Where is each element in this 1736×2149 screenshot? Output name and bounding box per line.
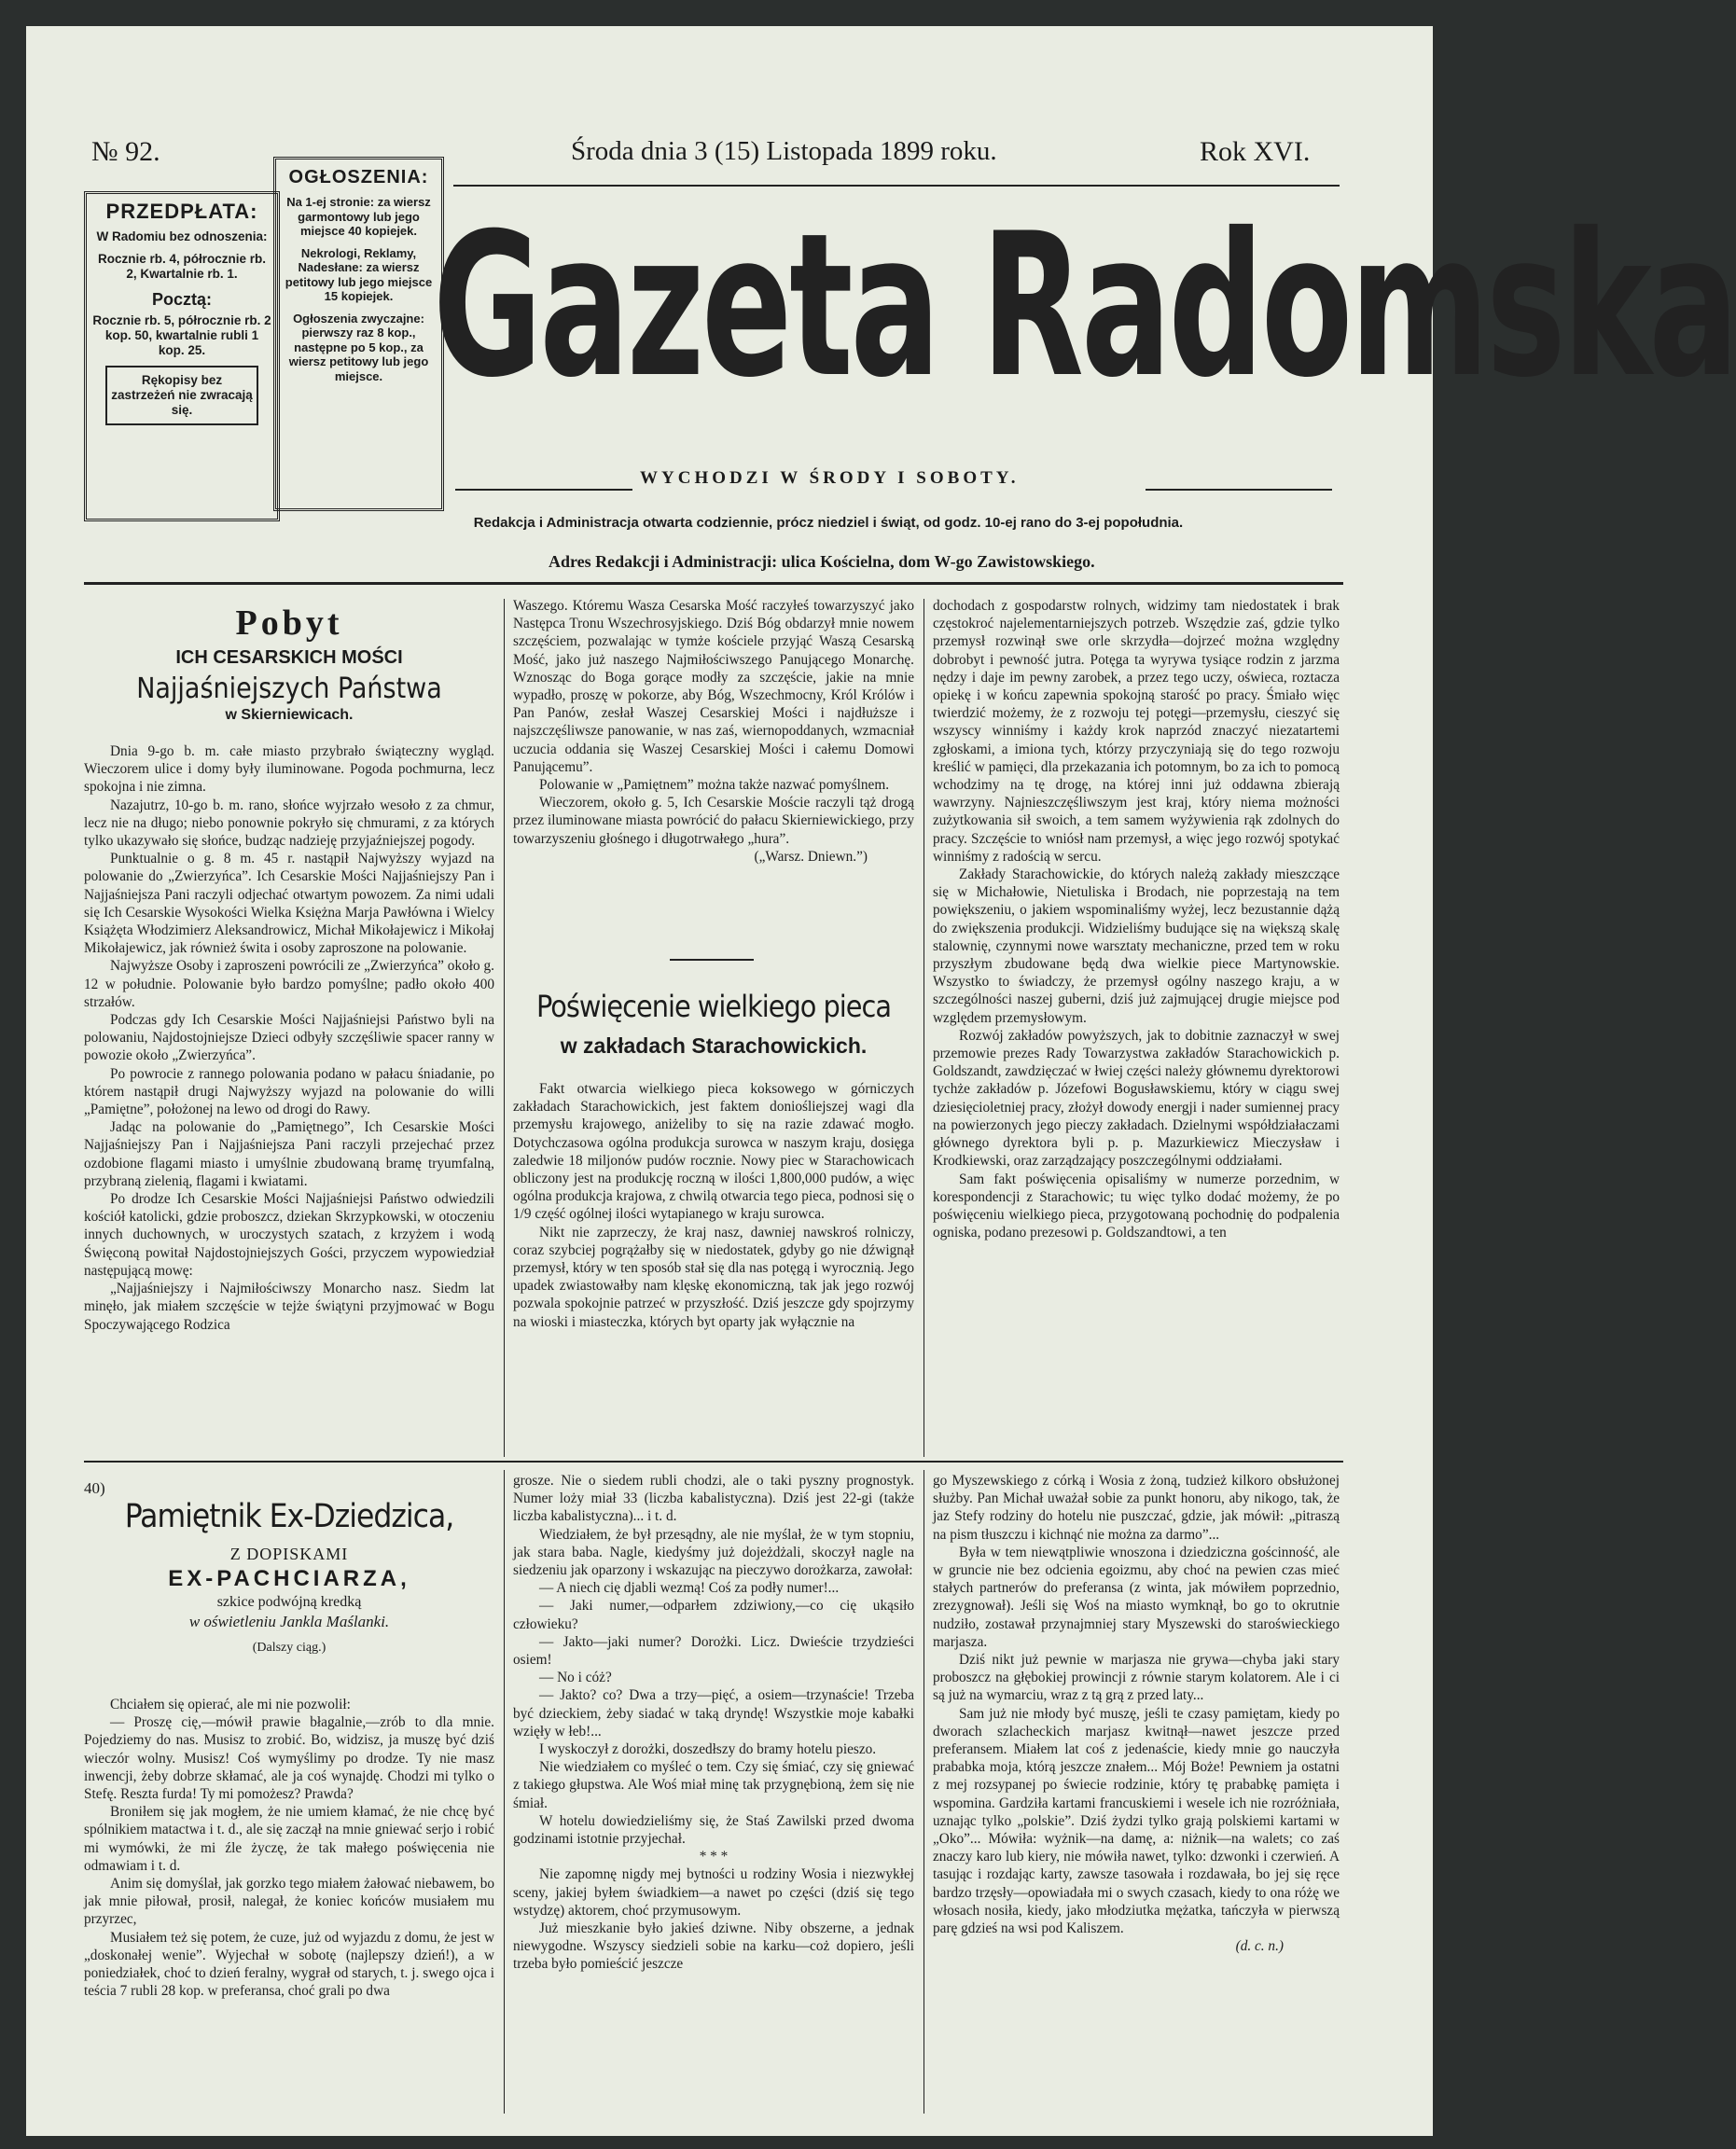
article1-paragraph: Wieczorem, około g. 5, Ich Cesarskie Moście raczyli tąż drogą przez iluminowane miasta powrócić do pałacu Skierniewickiego, przy towarzyszeniu głośnego i długotrwałego „hura”.: [513, 795, 914, 847]
serial-paragraph: Sam już nie młody być muszę, jeśli te czasy pamiętam, kiedy po dworach szlacheckich marjasz kwitnął—nawet jeszcze przed preferansem. Miałem lat coś z jedenaście, kiedy mnie go nauczyła prababka moja, którą jeszcze znałem... Mój Boże! Pewniem ja ostatni z mej rozsypanej po świecie rodzinie, który tę prababkę pamięta i wspomina. Gardziła kartami francuskiemi i wesele ich nie rozróżniała, uznając tylko „polskie”. Dziś żydzi tylko grają polskiemi kartami w „Oko”... Mówiła: wyżnik—na damę, a: niżnik—na walets; co zaś znaczy karo lub kiery, nie mówiła nawet, tylko: dzwonki i czerwień. A tasując i rozdając karty, zawsze tasowała i rozdawała, bo jej się ręce bardzo trzęsły—opowiadała mi o swych czasach, kiedy to ona różę we włosach nosiła, kiedy, jako młodziutka mężatka, tańczyła w pierwszą parę gdzieś na wsi pod Kaliszem.: [933, 1705, 1340, 1937]
article2-heading: [513, 989, 914, 1059]
serial-paragraph: Nie wiedziałem co myśleć o tem. Czy się śmiać, czy się gniewać z takiego głupstwa. Ale Woś miał minę tak przygnębioną, żem się nie śmiał.: [513, 1759, 914, 1811]
serial-paragraph: — Proszę cię,—mówił prawie błagalnie,—zrób to dla mnie. Pojedziemy do nas. Musisz to zrobić. Bo, widzisz, ja muszę być dziś wieczór wolny. Musisz! Coś wymyślimy po drodze. Ty nie masz inwencji, żeby dobrze skłamać, ale ja coś wynajdę. Chodzi mi tylko o Stefę. Reszta furda! Ty mi pomożesz? Prawda?: [84, 1714, 494, 1803]
article1-paragraph: Dnia 9-go b. m. całe miasto przybrało świąteczny wygląd. Wieczorem ulice i domy były iluminowane. Pogoda pochmurna, lecz spokojna i nie zimna.: [84, 743, 494, 796]
article2-paragraph: Rozwój zakładów powyższych, jak to dobitnie zaznaczył w swej przemowie prezes Rady Towarzystwa zakładów Starachowickich p. Goldszandt, zawdzięczać w łwiej części należy głównemu dyrektorowi tychże zakładów p. Józefowi Bogusławskiemu, który w ciągu swej dziesięcioletniej pracy, złożył dowody energji i nader sumiennej pracy na powierzonych jego pieczy zakładach. Dzielnymi współdziałaczami głównego dyrektora byli p. p. Mazurkiewicz Mieczysław i Krodkiewski, oraz zarządzający poszczególnymi oddziałami.: [933, 1027, 1340, 1170]
serial-paragraph: I wyskoczył z dorożki, doszedłszy do bramy hotelu pieszo.: [539, 1741, 877, 1758]
ads-front-page: Na 1-ej stronie: za wiersz garmontowy lub jego miejsce 40 kopiejek.: [286, 195, 431, 238]
serial-column1: [84, 1696, 494, 2115]
article1-paragraph: Po powrocie z rannego polowania podano w pałacu śniadanie, po którem nastąpił drugi Najwyższy wyjazd na polowanie do willi „Pamiętne”, położonej na lewo od drogi do Rawy.: [84, 1065, 494, 1118]
article2-column2: [513, 1080, 914, 1453]
serial-paragraph: Chciałem się opierać, ale mi nie pozwolił:: [110, 1697, 351, 1712]
serial-paragraph: Nie zapomnę nigdy mej bytności u rodziny Wosia i niezwykłej sceny, jakiej byłem świadkiem—a nawet po części (dziś się tego wstydzę) aktorem, choć przymusowym.: [513, 1866, 914, 1919]
serial-paragraph: Broniłem się jak mogłem, że nie umiem kłamać, że nie chcę być spólnikiem matactwa i t. d., ale się zaczął na mnie gniewać serjo i robić mi wymówki, że mi źle życzę, że tak małego poświęcenia nie odmawiam i t. d.: [84, 1804, 494, 1874]
serial-paragraph: Wiedziałem, że był przesądny, ale nie myślał, że w tym stopniu, jak stara baba. Nagle, kiedyśmy już dojeżdżali, skoczył nagle na siedzeniu jak oparzony i wskazując na pieczywo dorożkarza, zawołał:: [513, 1526, 914, 1579]
serial-continued: (Dalszy ciąg.): [252, 1641, 326, 1655]
serial-paragraph: Już mieszkanie było jakieś dziwne. Niby obszerne, a jednak niewygodne. Wszyscy siedzieli sobie na karku—coż dopiero, jeśli trzeba było pomieścić jeszcze: [513, 1920, 914, 1973]
article2-title2: w zakładach Starachowickich.: [560, 1033, 868, 1058]
to-be-continued: (d. c. n.): [1235, 1938, 1284, 1955]
header-bottom-rule: [84, 582, 1343, 585]
subscription-post-label: Pocztą:: [151, 290, 212, 309]
article1-title1: Pobyt: [235, 603, 343, 643]
article1-title3: Najjaśniejszych Państwa: [136, 672, 442, 705]
subscription-local-label: W Radomiu bez odnoszenia:: [96, 229, 268, 243]
article1-paragraph: Nazajutrz, 10-go b. m. rano, słońce wyjrzało wesoło z za chmur, lecz nie na długo; niebo ponownie pokryło się chmurami, z za których tylko ukazywało się słońce, budząc nadzieję przyjaźniejszej pogody.: [84, 797, 494, 850]
serial-author: w oświetleniu Jankla Maślanki.: [188, 1613, 390, 1630]
article1-title4: w Skierniewicach.: [225, 707, 354, 723]
column-rule-3: [504, 1470, 505, 2114]
subtitle-right-rule: [1146, 489, 1332, 491]
ads-title: OGŁOSZENIA:: [288, 167, 429, 187]
office-address: Adres Redakcji i Administracji: ulica Kościelna, dom W-go Zawistowskiego.: [549, 552, 1095, 571]
issue-date: Środa dnia 3 (15) Listopada 1899 roku.: [571, 136, 997, 166]
serial-paragraph: Musiałem też się potem, że cuze, już od wyjazdu z domu, że jest w „doskonałej wenie”. Wyjechał w sobotę (najlepszy dzień!), a w poniedziałek, choć to dzień feralny, wygrał od starych, t. j. swego ojca i teścia 7 rubli 28 kop. w preferansa, choć grali po dwa: [84, 1929, 494, 2000]
feuilleton-rule: [84, 1461, 1343, 1463]
serial-paragraph: — Jakto—jaki numer? Dorożki. Licz. Dwieście trzydzieści osiem!: [513, 1633, 914, 1669]
masthead-subtitle: WYCHODZI W ŚRODY I SOBOTY.: [640, 468, 1020, 488]
subscription-post-prices: Rocznie rb. 5, półrocznie rb. 2 kop. 50, kwartalnie rubli 1 kop. 25.: [92, 313, 271, 357]
article2-paragraph: Fakt otwarcia wielkiego pieca koksowego w górniczych zakładach Starachowickich, jest faktem doniośliejszej wagi dla przemysłu krajowego, aniżeliby to się na razie zdawać mogło. Dotychczasowa ogólna produkcja surowca w naszym kraju, dosięga zaledwie 18 miljonów pudów rocznie. Nowy piec w Starachowicach obliczony jest na produkcję roczną w ilości 1,800,000 pudów, a więc ogólna produkcja krajowa, z chwilą otwarcia tego pieca, podnosi się o 1/9 część ogólnej ilości wytapianego w kraju surowca.: [513, 1081, 914, 1223]
serial-column3: [933, 1472, 1340, 2115]
article2-title1: Poświęcenie wielkiego pieca: [536, 989, 891, 1024]
article1-column2: [513, 597, 914, 942]
manuscript-note-frame: [105, 366, 258, 425]
serial-paragraph: go Myszewskiego z córką i Wosia z żoną, tudzież kilkoro obsłużonej służby. Pan Michał uważał sobie za punkt honoru, aby nikogo, tak, że jaz Stefy rodziny do hotelu nie puszczać, gdzie, jak mówił: „pitraszą na pism tłuszczu i kichnąć nie można za darmo”...: [933, 1473, 1340, 1543]
serial-heading: [84, 1498, 494, 1656]
serial-paragraph: Dziś nikt już pewnie w marjasza nie grywa—chyba jaki stary proboszcz na głębokiej prowincji z równie starym kolatorem. Ale i ci są już na wymarciu, wraz z tą grą z przed laty...: [933, 1652, 1340, 1704]
issue-number: № 92.: [91, 136, 160, 167]
article2-paragraph: Nikt nie zaprzeczy, że kraj nasz, dawniej nawskroś rolniczy, coraz szybciej pogrążałby się w niedostatek, gdyby go nie dźwignął przemysł, który w ten sposób stał się dla nas potęgą i wyrocznią. Jego upadek zwiastowałby nam klęskę ekonomiczną, tak jak jego rozwój pozwala spokojnie patrzeć w przyszłość. Dziś jeszcze gdy spojrzymy na wioski i miasteczka, których byt oparty jak wyłącznie na: [513, 1224, 914, 1330]
serial-subtitle: EX-PACHCIARZA,: [168, 1566, 410, 1591]
article1-paragraph: Punktualnie o g. 8 m. 45 r. nastąpił Najwyższy wyjazd na polowanie do „Zwierzyńca”. Ich Cesarskie Mości Najjaśniejszy Pan i Najjaśniejsza Pani raczyli odjechać otwartym powozem. Za nimi udali się Ich Cesarskie Wysokości Wielka Księżna Marja Pawłówna i Wielcy Książęta Włodzimierz Aleksandrowicz, Michał Mikołajewicz i Mikołaj Mikołajewicz, jak również świta i osoby zaproszone na polowanie.: [84, 851, 494, 957]
subscription-local-prices: Rocznie rb. 4, półrocznie rb. 2, Kwartalnie rb. 1.: [97, 252, 267, 281]
serial-sketch: szkice podwójną kredką: [216, 1594, 362, 1610]
serial-number: 40): [84, 1479, 105, 1497]
serial-paragraph: Była w tem niewątpliwie wnoszona i dziedziczna gościnność, ale w gruncie nie bez odcienia egoizmu, aby choć na pewien czas mieć stałych partnerów do preferansa (z winta, jak mówiłem poprzednio, zrezygnował). Jeśli się Woś na miasto wymknął, bo go to okrutnie nudziło, zostawał przynajmniej stary Myszewski do staroświeckiego marjasza.: [933, 1544, 1340, 1650]
article2-paragraph: dochodach z gospodarstw rolnych, widzimy tam niedostatek i brak częstokroć najelementarniejszych potrzeb. Wszędzie zaś, gdzie tylko przemysł rozwinął swe orle skrzydła—dojrzeć można względny dobrobyt i pewność jutra. Potęga ta wyrywa tysiące rodzin z jarzma nędzy i daje im pewny zarobek, a przez tego uczy, oświeca, roztacza opiekę i w końcu zapewnia spokojną starość po pracy. Śmiało więc twierdzić możemy, że z rozwoju tej potęgi—przemysłu, cieszyć się wszyscy winniśmy i każdy krok naprzód znaczyć niezatartemi zgłoskami, a imiona tych, którzy przyczyniają się do tego rozwoju kreślić w pamięci, dla przekazania ich potomnym, bo za ich to pomocą wchodzimy na tę drogę, na której inni już oddawna zbierają wawrzyny. Najnieszczęśliwszym jest kraj, który niema możności zużytkowania sił swoich, a tem samem wyżywienia rąk zdolnych do pracy. Szczęście to wniósł nam przemysł, a więc jego rozwój spotykać winniśmy z radością w sercu.: [933, 598, 1340, 865]
article1-paragraph: Polowanie w „Pamiętnem” można także nazwać pomyślnem.: [539, 777, 890, 794]
ads-regular: Ogłoszenia zwyczajne: pierwszy raz 8 kop., następne po 5 kop., za wiersz petitowy lub jego miejsce.: [288, 311, 429, 383]
article1-source: („Warsz. Dniewn.”): [754, 848, 868, 865]
subscription-box: [84, 191, 280, 521]
serial-paragraph: — Jakto? co? Dwa a trzy—pięć, a osiem—trzynaście! Trzeba być dzieckiem, żeby siadać w taką dryndę! Wszystkie moje kabałki wzięły w łeb!...: [513, 1687, 914, 1740]
serial-paragraph: grosze. Nie o siedem rubli chodzi, ale o taki pyszny prognostyk. Numer loży miał 33 (liczba kabalistyczna). Dziś jest 22-gi (także liczba kabalistyczna)... i t. d.: [513, 1473, 914, 1525]
masthead-title: Gazeta Radomska: [433, 190, 1736, 421]
manuscript-note: Rękopisy bez zastrzeżeń nie zwracają się.: [111, 373, 253, 417]
serial-paragraph: W hotelu dowiedzieliśmy się, że Staś Zawilski przed dwoma godzinami istotnie przyjechał.: [513, 1812, 914, 1848]
serial-column2: [513, 1472, 914, 2115]
subscription-title: PRZEDPŁATA:: [105, 200, 258, 223]
article1-column1: [84, 742, 494, 1456]
serial-paragraph: — A niech cię djabli wezmą! Coś za podły numer!...: [539, 1580, 840, 1597]
volume-year: Rok XVI.: [1200, 136, 1311, 167]
article1-paragraph: „Najjaśniejszy i Najmiłościwszy Monarcho nasz. Siedm lat minęło, jak miałem szczęście w tejże świątyni przyjmować w Bogu Spoczywającego Rodzica: [84, 1281, 494, 1333]
subtitle-left-rule: [455, 489, 632, 491]
serial-paragraph: — Jaki numer,—odparłem zdziwiony,—co cię ukąsiło człowieku?: [513, 1598, 914, 1632]
serial-paragraph: Anim się domyślał, jak gorzko tego miałem żałować niebawem, bo jak mnie piłował, prosił, nalegał, że koniec końców musiałem mu przyrzec,: [84, 1876, 494, 1928]
newspaper-page: [26, 26, 1736, 2136]
column-rule-1: [504, 599, 505, 1457]
article1-title2: ICH CESARSKICH MOŚCI: [175, 647, 403, 668]
article2-column3: [933, 597, 1340, 1455]
article1-paragraph: Po drodze Ich Cesarskie Mości Najjaśniejsi Państwo odwiedzili kościół katolicki, gdzie proboszcz, dziekan Skrzypkowski, w otoczeniu innych duchownych, w uroczystych szatach, z krzyżem i wodą Święconą powitał Najdostojniejszych Gości, przyczem wypowiedział następującą mowę:: [84, 1191, 494, 1279]
office-hours: Redakcja i Administracja otwarta codziennie, prócz niedziel i świąt, od godz. 10-ej rano do 3-ej popołudnia.: [473, 515, 1184, 531]
article1-paragraph: Podczas gdy Ich Cesarskie Mości Najjaśniejsi Państwo byli na polowaniu, Najdostojniejsze Dzieci odbyły szczęśliwie spacer ranny w powozie około „Zwierzyńca”.: [84, 1012, 494, 1064]
article1-paragraph: Waszego. Któremu Wasza Cesarska Mość raczyłeś towarzyszyć jako Następca Tronu Wszechrosyjskiego. Dziś Bóg obdarzył mnie nowem szczęściem, pozwalając w tymże kościele przyjąć Waszą Cesarską Mość, jako już naszego Najmiłościwszego Panującego Monarchę. Wznosząc do Boga gorące modły za szczęście, jakie na mnie wypadło, proszę w pokorze, aby Bóg, Wszechmocny, Król Królów i Pan Panów, zesłał Waszej Cesarskiej Mości i najdłuższe i najszczęśliwsze panowanie, w nas zaś, wiernopoddanych, wzmacniał uczucia oddania się Waszej Cesarskiej Mości i całemu Domowi Panującemu”.: [513, 598, 914, 775]
article2-paragraph: Zakłady Starachowickie, do których należą zakłady mieszczące się w Michałowie, Nietuliska i Brodach, nie poprzestają na tem powiększeniu, o jakiem wspominaliśmy wyżej, lecz bezustannie dążą do zwiększenia produkcji. Widzieliśmy budujące się na większą skalę stalownię, czynnymi nowe warsztaty mechaniczne, przed tem w roku przyszłym zbudowane będą dwa wielkie piece Martynowskie. Wszystko to świadczy, że przemysł ogólny naszego kraju, a w szczególności naszej guberni, dziś już zajmującej drugie miejsce pod względem przemysłowym.: [933, 867, 1340, 1026]
article1-paragraph: Jadąc na polowanie do „Pamiętnego”, Ich Cesarskie Mości Najjaśniejszy Pan i Najjaśniejsza Pani raczyli przejechać przez ozdobione flagami miasto i umyślnie zbudowaną bramę tryumfalną, przybraną zielenią, flagami i kwiatami.: [84, 1119, 494, 1189]
serial-with: Z DOPISKAMI: [229, 1545, 349, 1563]
ads-box: [273, 157, 444, 511]
article1-heading: [84, 603, 494, 724]
masthead-top-rule: [453, 185, 1340, 187]
serial-title: Pamiętnik Ex-Dziedzica,: [124, 1498, 454, 1535]
article-separator-rule: [670, 959, 754, 961]
article2-paragraph: Sam fakt poświęcenia opisaliśmy w numerze porzednim, w korespondencji z Starachowic; tu więc tylko dodać możemy, że po poświęceniu wielkiego pieca, przygotowaną pochodnię do podpalenia ogniska, podano prezesowi p. Goldszandtowi, a ten: [933, 1171, 1340, 1241]
serial-paragraph: — No i cóż?: [539, 1670, 612, 1686]
article1-paragraph: Najwyższe Osoby i zaproszeni powrócili ze „Zwierzyńca” około g. 12 w południe. Polowanie było bardzo pomyślne; padło około 400 strzałów.: [84, 958, 494, 1010]
ads-obituaries: Nekrologi, Reklamy, Nadesłane: za wiersz petitowy lub jego miejsce 15 kopiejek.: [285, 245, 433, 303]
section-break: * * *: [699, 1849, 729, 1865]
